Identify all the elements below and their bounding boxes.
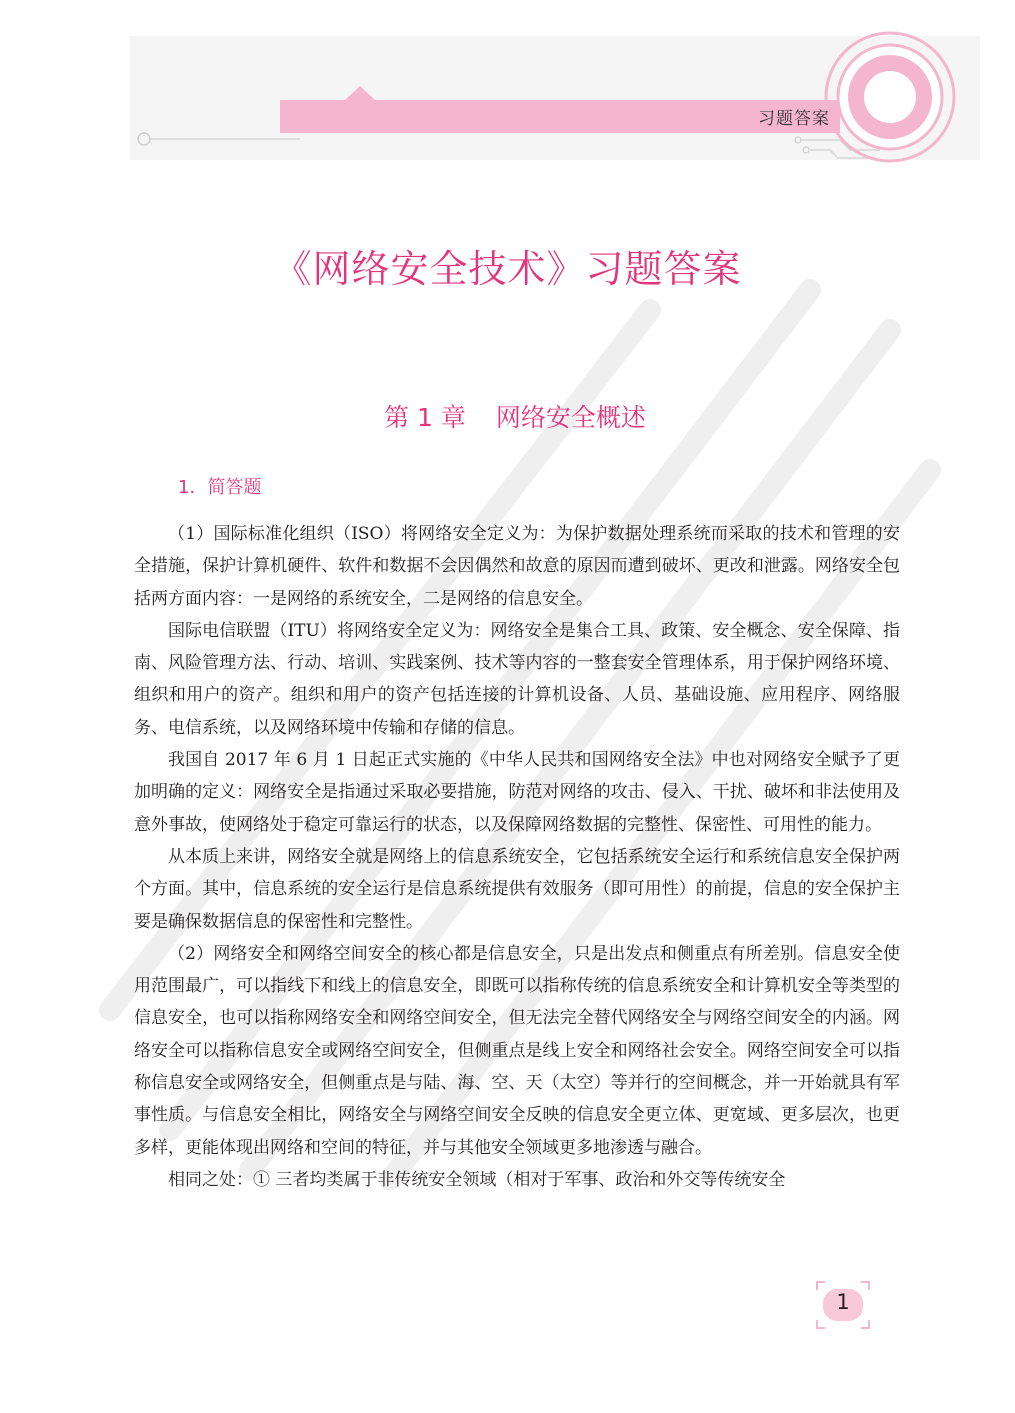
running-title: 习题答案 (758, 109, 830, 129)
body-text (134, 518, 900, 1196)
book-title: 《网络安全技术》习题答案 (273, 247, 742, 291)
page-number: 1 (836, 1290, 850, 1314)
paragraph: 国际电信联盟（ITU）将网络安全定义为：网络安全是集合工具、政策、安全概念、安全保障、指南、风险管理方法、行动、培训、实践案例、技术等内容的一整套安全管理体系，用于保护网络环境、组织和用户的资产。组织和用户的资产包括连接的计算机设备、人员、基础设施、应用程序、网络服务、电信系统，以及网络环境中传输和存储的信息。 (134, 620, 900, 738)
chapter-label: 第 1 章 (384, 403, 466, 432)
chapter-name: 网络安全概述 (495, 403, 646, 432)
paragraph: 我国自 2017 年 6 月 1 日起正式实施的《中华人民共和国网络安全法》中也对网络安全赋予了更加明确的定义：网络安全是指通过采取必要措施，防范对网络的攻击、侵入、干扰、破坏和非法使用及意外事故，使网络处于稳定可靠运行的状态，以及保障网络数据的完整性、保密性、可用性的能力。 (134, 750, 900, 835)
header-decoration (0, 0, 1015, 200)
ring-center (864, 71, 916, 123)
paragraph: （2）网络安全和网络空间安全的核心都是信息安全，只是出发点和侧重点有所差别。信息安全使用范围最广，可以指线下和线上的信息安全，即既可以指称传统的信息系统安全和计算机安全等类型的信息安全，也可以指称网络安全和网络空间安全，但无法完全替代网络安全与网络空间安全的内涵。网络安全可以指称信息安全或网络空间安全，但侧重点是线上安全和网络社会安全。网络空间安全可以指称信息安全或网络安全，但侧重点是与陆、海、空、天（太空）等并行的空间概念，并一开始就具有军事性质。与信息安全相比，网络安全与网络空间安全反映的信息安全更立体、更宽域、更多层次，也更多样，更能体现出网络和空间的特征，并与其他安全领域更多地渗透与融合。 (134, 943, 900, 1158)
paragraph: 相同之处：① 三者均类属于非传统安全领域（相对于军事、政治和外交等传统安全 (168, 1169, 786, 1190)
section-heading: 1．简答题 (178, 477, 262, 498)
paragraph: （1）国际标准化组织（ISO）将网络安全定义为：为保护数据处理系统而采取的技术和管理的安全措施，保护计算机硬件、软件和数据不会因偶然和故意的原因而遭到破坏、更改和泄露。网络安全包括两方面内容：一是网络的系统安全，二是网络的信息安全。 (134, 524, 900, 609)
circuit-dot-1 (803, 147, 809, 153)
paragraph: 从本质上来讲，网络安全就是网络上的信息系统安全，它包括系统安全运行和系统信息安全保护两个方面。其中，信息系统的安全运行是信息系统提供有效服务（即可用性）的前提，信息的安全保护主要是确保数据信息的保密性和完整性。 (134, 846, 900, 932)
header-dot-left (138, 133, 150, 145)
chapter-title (0, 398, 1015, 434)
